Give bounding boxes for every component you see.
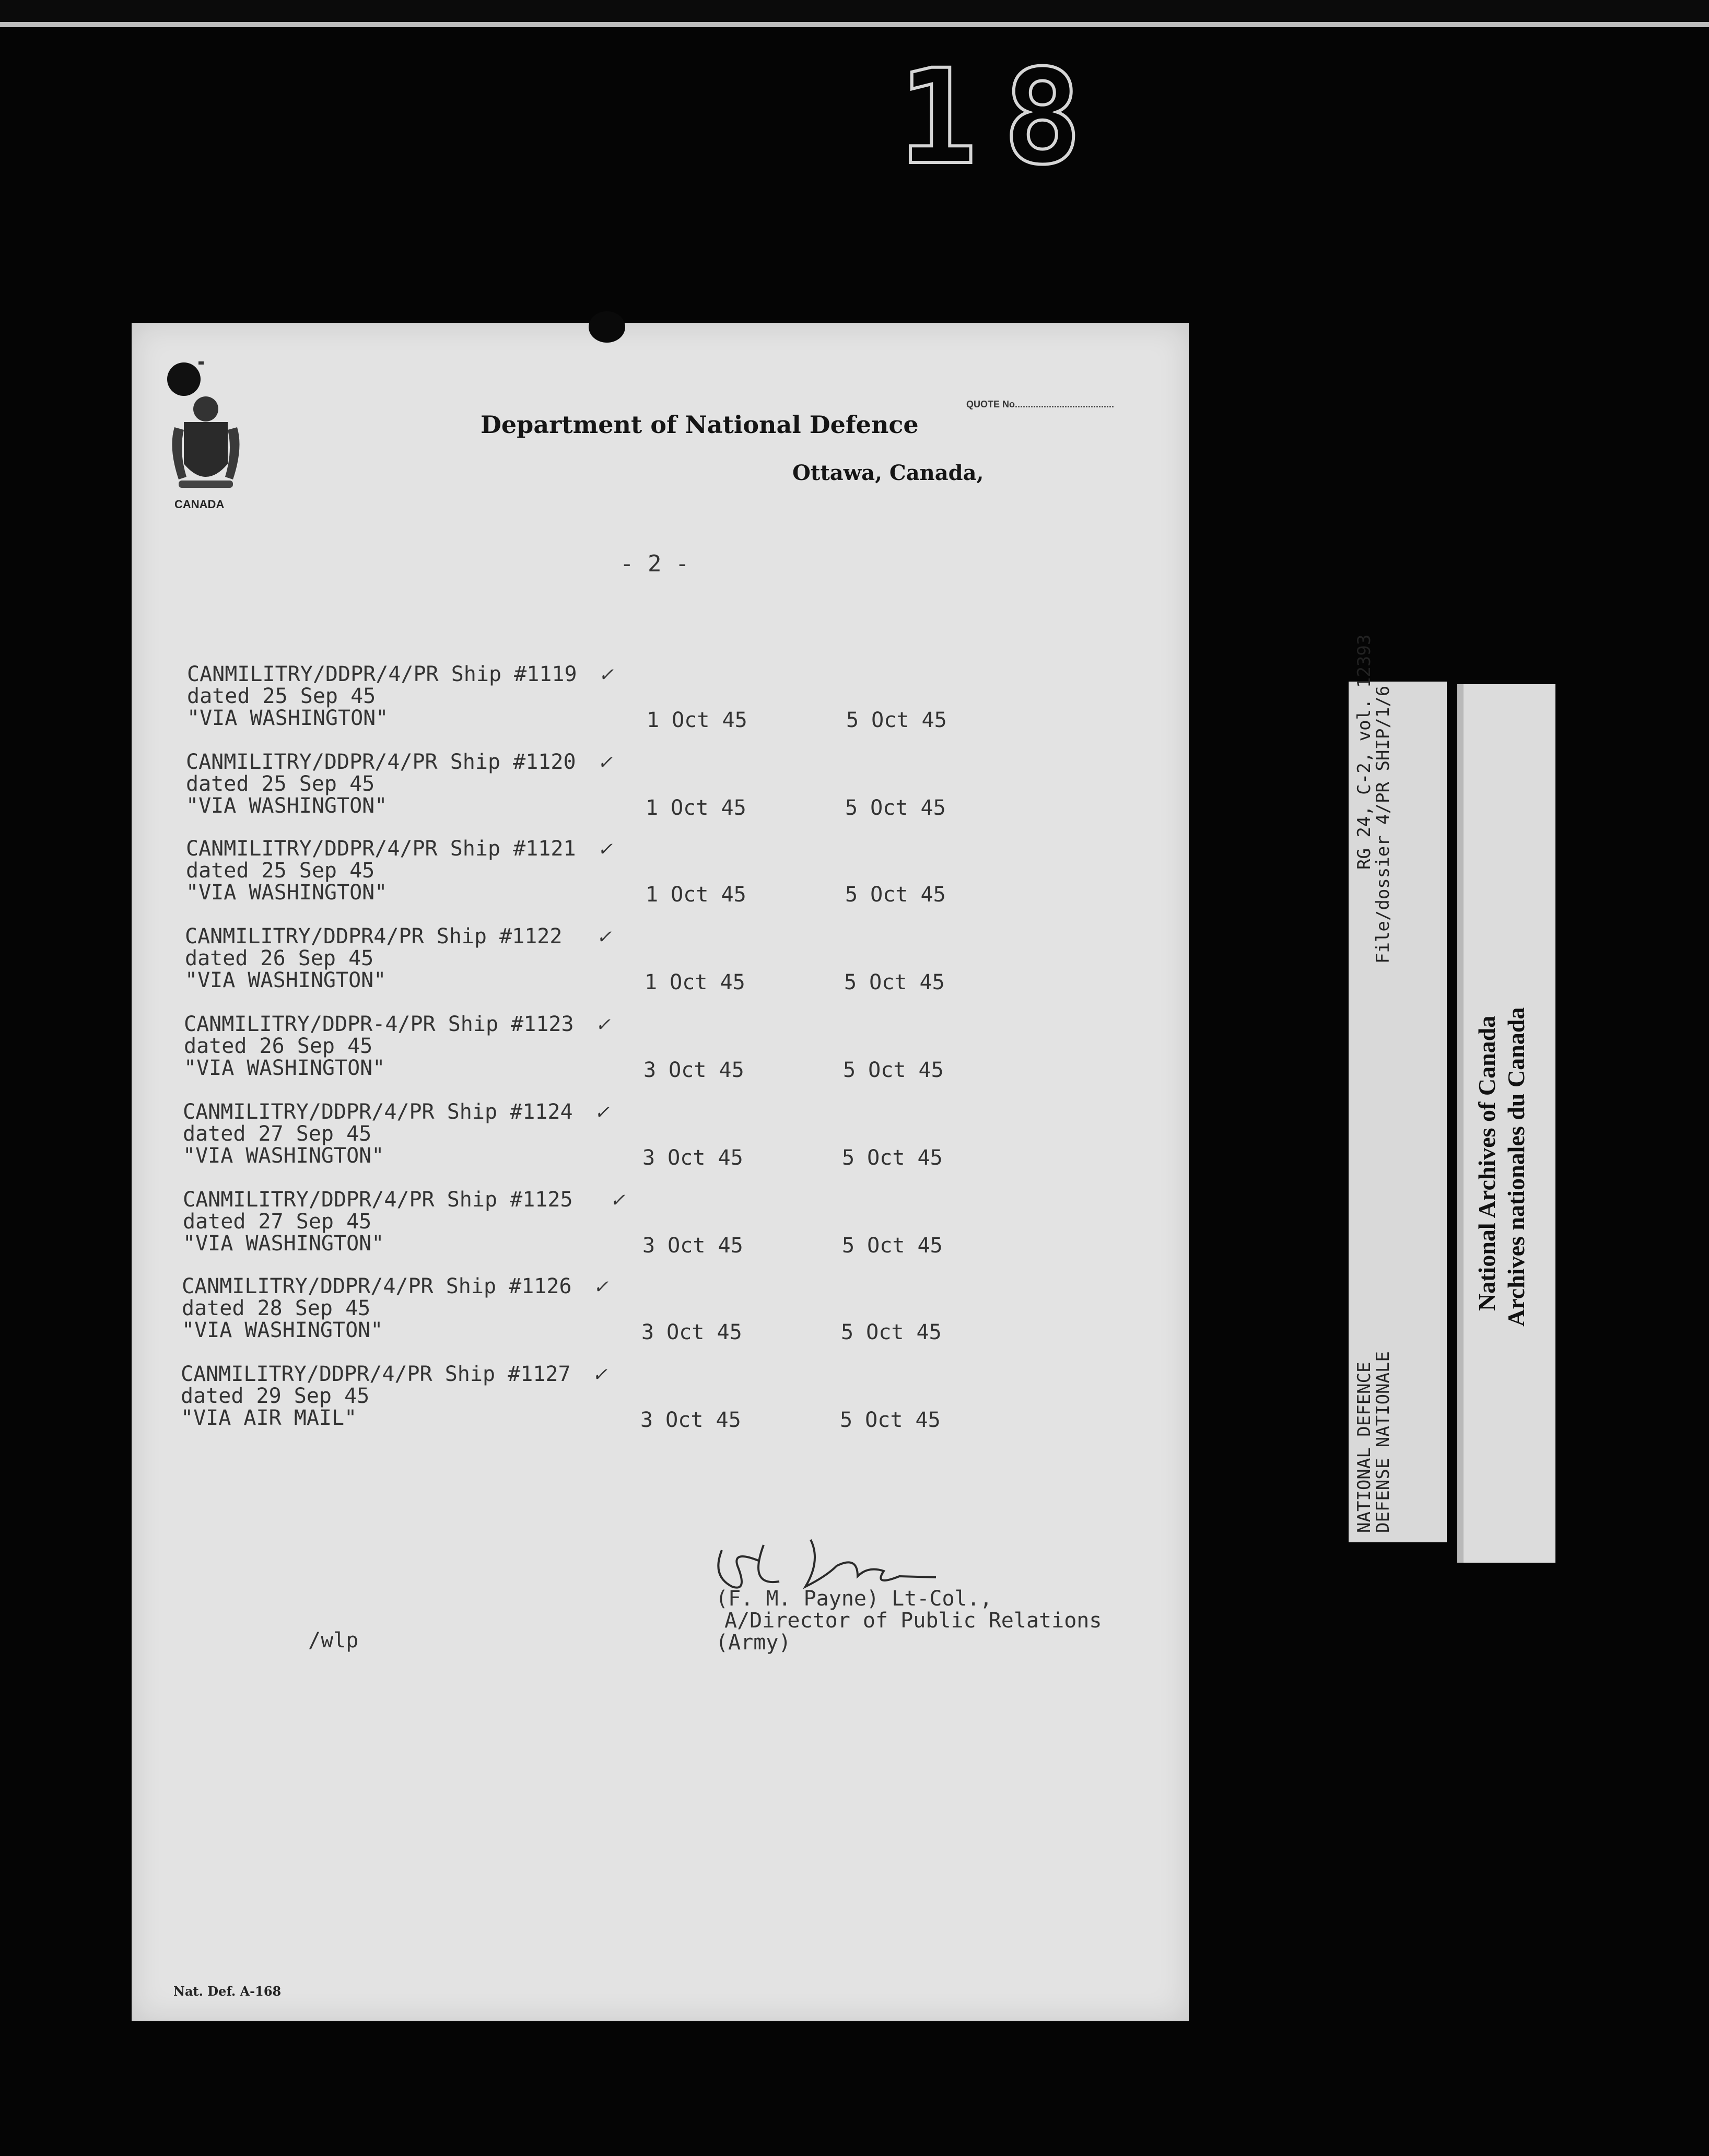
archives-label-english: National Archives of Canada: [1473, 1015, 1500, 1311]
entry-date-received: 5 Oct 45: [846, 708, 947, 732]
entry-date-sent: 3 Oct 45: [642, 1234, 743, 1258]
checkmark-icon: ✓: [599, 750, 612, 774]
shipment-entry: [185, 924, 1125, 1003]
entry-date-received: 5 Oct 45: [845, 796, 946, 820]
entry-date-received: 5 Oct 45: [842, 1146, 943, 1170]
entry-date-received: 5 Oct 45: [842, 1234, 943, 1258]
coat-of-arms-icon: [163, 359, 247, 516]
tag-line-defense: DEFENSE NATIONALE: [1373, 1351, 1394, 1533]
form-code: Nat. Def. A-168: [173, 1984, 282, 1999]
entry-reference: CANMILITRY/DDPR/4/PR Ship #1125: [183, 1188, 573, 1212]
entry-dated: dated 27 Sep 45: [183, 1122, 372, 1146]
archive-reference-tag: [1349, 634, 1447, 1542]
entry-date-sent: 3 Oct 45: [642, 1146, 743, 1170]
department-heading: Department of National Defence: [481, 411, 919, 439]
entry-dated: dated 26 Sep 45: [185, 946, 374, 970]
entry-dated: dated 25 Sep 45: [186, 772, 375, 796]
entry-reference: CANMILITRY/DDPR/4/PR Ship #1121: [186, 837, 576, 861]
checkmark-icon: ✓: [596, 1012, 610, 1036]
shipment-entry: [181, 1362, 1121, 1440]
archives-label-french: Archives nationales du Canada: [1503, 1007, 1529, 1327]
shipment-entry: [187, 662, 1127, 741]
entry-date-sent: 1 Oct 45: [645, 970, 745, 994]
entry-date-received: 5 Oct 45: [841, 1320, 942, 1344]
entry-reference: CANMILITRY/DDPR/4/PR Ship #1124: [183, 1100, 573, 1124]
signatory-unit: (Army): [716, 1631, 791, 1655]
entry-date-sent: 3 Oct 45: [641, 1320, 742, 1344]
entry-routing: "VIA WASHINGTON": [185, 968, 387, 992]
entry-routing: "VIA AIR MAIL": [181, 1406, 357, 1430]
entry-routing: "VIA WASHINGTON": [186, 794, 388, 818]
entry-date-sent: 3 Oct 45: [640, 1408, 741, 1432]
entry-date-received: 5 Oct 45: [844, 970, 945, 994]
checkmark-icon: ✓: [593, 1362, 606, 1386]
entry-routing: "VIA WASHINGTON": [182, 1318, 383, 1342]
shipment-entry: [186, 837, 1126, 915]
entry-date-sent: 1 Oct 45: [646, 883, 746, 907]
entry-reference: CANMILITRY/DDPR-4/PR Ship #1123: [184, 1012, 574, 1036]
entry-dated: dated 29 Sep 45: [181, 1384, 370, 1408]
tag-line-rg: RG 24, C-2, vol. 12393: [1354, 634, 1375, 870]
checkmark-icon: ✓: [599, 837, 612, 861]
document-sheet: [132, 323, 1189, 2021]
entry-reference: CANMILITRY/DDPR4/PR Ship #1122: [185, 924, 563, 948]
punch-hole: [589, 311, 625, 343]
shipment-entry: [184, 1012, 1124, 1091]
crest-label: CANADA: [174, 498, 225, 511]
shipment-entry: [186, 750, 1126, 828]
tag-line-defence: NATIONAL DEFENCE: [1354, 1362, 1375, 1533]
entry-reference: CANMILITRY/DDPR/4/PR Ship #1127: [181, 1362, 571, 1386]
entry-routing: "VIA WASHINGTON": [183, 1232, 384, 1256]
entry-date-sent: 3 Oct 45: [643, 1058, 744, 1082]
entry-routing: "VIA WASHINGTON": [186, 881, 388, 905]
entry-reference: CANMILITRY/DDPR/4/PR Ship #1120: [186, 750, 576, 774]
checkmark-icon: ✓: [595, 1100, 608, 1124]
entry-date-received: 5 Oct 45: [840, 1408, 941, 1432]
microfilm-top-strip: [0, 0, 1709, 27]
entry-dated: dated 27 Sep 45: [183, 1210, 372, 1234]
shipment-entry: [182, 1274, 1122, 1353]
checkmark-icon: ✓: [594, 1274, 607, 1298]
quote-number-field: QUOTE No......................................: [966, 399, 1115, 409]
page-number: - 2 -: [620, 550, 689, 577]
checkmark-icon: ✓: [611, 1188, 624, 1212]
microfilm-frame-number: 18: [898, 41, 1108, 193]
entry-routing: "VIA WASHINGTON": [183, 1144, 384, 1168]
checkmark-icon: ✓: [600, 662, 613, 686]
archives-label-tag: [1457, 684, 1555, 1563]
entry-date-received: 5 Oct 45: [845, 883, 946, 907]
checkmark-icon: ✓: [598, 924, 611, 948]
entry-dated: dated 25 Sep 45: [186, 859, 375, 883]
typist-initials: /wlp: [308, 1628, 359, 1653]
entry-routing: "VIA WASHINGTON": [187, 706, 389, 730]
shipment-entry: [183, 1100, 1123, 1178]
entry-date-sent: 1 Oct 45: [647, 708, 747, 732]
signatory-name: (F. M. Payne) Lt-Col.,: [716, 1587, 992, 1611]
entry-dated: dated 28 Sep 45: [182, 1296, 371, 1320]
city-line: Ottawa, Canada,: [792, 461, 984, 485]
entry-routing: "VIA WASHINGTON": [184, 1056, 385, 1080]
signatory-title: A/Director of Public Relations: [724, 1609, 1102, 1633]
entry-date-sent: 1 Oct 45: [646, 796, 746, 820]
entry-reference: CANMILITRY/DDPR/4/PR Ship #1126: [182, 1274, 572, 1298]
shipment-entry: [183, 1188, 1123, 1266]
entry-reference: CANMILITRY/DDPR/4/PR Ship #1119: [187, 662, 577, 686]
entry-dated: dated 26 Sep 45: [184, 1034, 373, 1058]
tag-line-file: File/dossier 4/PR SHIP/1/6: [1373, 685, 1394, 964]
entry-date-received: 5 Oct 45: [843, 1058, 944, 1082]
entry-dated: dated 25 Sep 45: [187, 684, 376, 708]
